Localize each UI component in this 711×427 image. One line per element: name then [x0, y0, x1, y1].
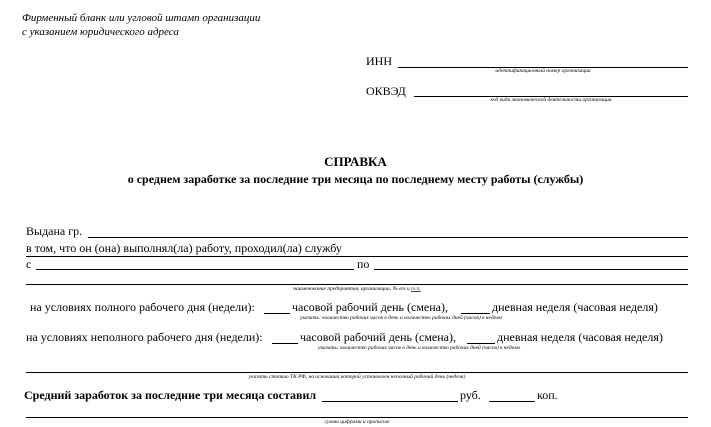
tp-link[interactable]: т.п.	[411, 286, 421, 292]
rubles-field[interactable]	[322, 401, 458, 402]
article-caption: указать статью ТК РФ, на основании которой установлен неполный рабочий день (неделя)	[248, 374, 466, 380]
article-field[interactable]	[26, 372, 688, 373]
amount-words-field[interactable]	[26, 417, 688, 418]
kop-label: коп.	[537, 388, 558, 402]
from-date-field[interactable]	[36, 269, 354, 270]
part-time-days-field[interactable]	[467, 343, 495, 344]
confirms-text: в том, что он (она) выполнял(ла) работу, проходил(ла) службу	[26, 241, 342, 255]
average-salary-label: Средний заработок за последние три месяца составил	[24, 388, 317, 402]
organization-caption-prefix: наименование предприятия, организации, № в/ч и	[293, 286, 410, 292]
amount-caption: сумма цифрами и прописью	[324, 419, 390, 425]
rub-label: руб.	[460, 388, 481, 402]
organization-caption	[26, 286, 688, 292]
part-time-caption: указать: количество рабочих часов в день и количество рабочих дней (часов) в неделю	[318, 345, 521, 351]
issued-name-field[interactable]	[88, 237, 688, 238]
to-date-field[interactable]	[374, 269, 688, 270]
inn-label: ИНН	[366, 54, 392, 68]
letterhead-line-1: Фирменный бланк или угловой штамп организации	[22, 12, 261, 24]
document-subtitle: о среднем заработке за последние три месяца по последнему месту работы (службы)	[127, 172, 584, 186]
full-time-days-field[interactable]	[461, 313, 490, 314]
to-label: по	[357, 257, 370, 271]
full-time-label: на условиях полного рабочего дня (недели):	[30, 300, 255, 314]
letterhead-line-2: с указанием юридического адреса	[22, 26, 179, 38]
document-title: СПРАВКА	[324, 154, 387, 169]
from-label: с	[26, 257, 32, 271]
inn-caption: идентификационный номер организации	[495, 68, 591, 74]
full-time-week-text: дневная неделя (часовая неделя)	[492, 300, 658, 314]
full-time-hours-text: часовой рабочий день (смена),	[292, 300, 449, 314]
issued-label: Выдана гр.	[26, 224, 83, 238]
part-time-hours-text: часовой рабочий день (смена),	[300, 330, 457, 344]
full-time-hours-field[interactable]	[264, 313, 290, 314]
okved-caption: код вида экономической деятельности организации	[490, 97, 612, 103]
part-time-week-text: дневная неделя (часовая неделя)	[497, 330, 663, 344]
kopecks-field[interactable]	[489, 401, 535, 402]
organization-field[interactable]	[26, 284, 688, 285]
okved-label: ОКВЭД	[366, 84, 406, 98]
part-time-hours-field[interactable]	[272, 343, 298, 344]
part-time-label: на условиях неполного рабочего дня (недели):	[26, 330, 263, 344]
full-time-caption: указать: количество рабочих часов в день и количество рабочих дней (часов) в неделю	[300, 315, 503, 321]
